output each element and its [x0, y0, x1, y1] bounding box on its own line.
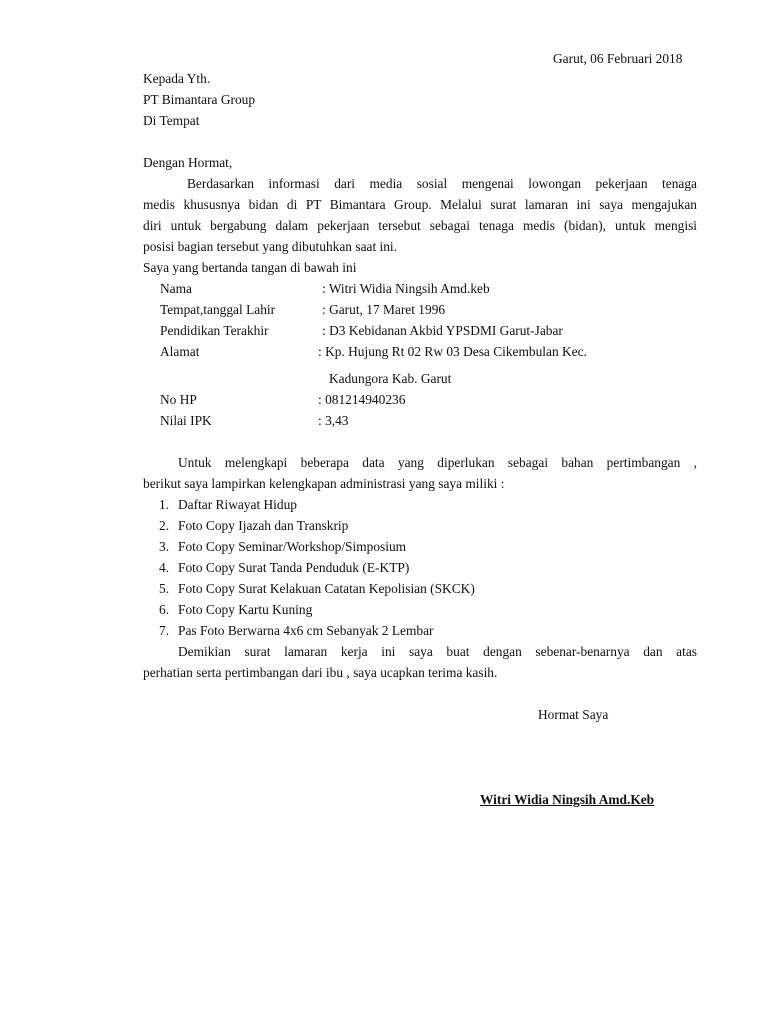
signature-name: Witri Widia Ningsih Amd.Keb: [480, 792, 655, 807]
list-item: Foto Copy Ijazah dan Transkrip: [178, 518, 349, 533]
identity-label-ipk: Nilai IPK: [160, 413, 212, 428]
list-item-number: 6.: [159, 602, 170, 617]
list-item-number: 1.: [159, 497, 170, 512]
closing-line: Demikian surat lamaran kerja ini saya buat dengan sebenar-benarnya dan atas: [178, 644, 697, 659]
identity-label-nama: Nama: [160, 281, 192, 296]
identity-value-pendidikan: : D3 Kebidanan Akbid YPSDMI Garut-Jabar: [322, 323, 563, 338]
identity-value-ipk: : 3,43: [318, 413, 349, 428]
recipient-line-1: Kepada Yth.: [143, 71, 211, 86]
recipient-company: PT Bimantara Group: [143, 92, 256, 107]
salutation: Dengan Hormat,: [143, 155, 233, 170]
attachments-intro-line: berikut saya lampirkan kelengkapan administrasi yang saya miliki :: [143, 476, 505, 491]
list-item-number: 5.: [159, 581, 170, 596]
letter-date: Garut, 06 Februari 2018: [553, 51, 683, 66]
recipient-place: Di Tempat: [143, 113, 200, 128]
intro-line: Berdasarkan informasi dari media sosial mengenai lowongan pekerjaan tenaga: [187, 176, 697, 191]
identity-label-nohp: No HP: [160, 392, 197, 407]
identity-label-pendidikan: Pendidikan Terakhir: [160, 323, 269, 338]
list-item-number: 7.: [159, 623, 170, 638]
list-item: Daftar Riwayat Hidup: [178, 497, 297, 512]
list-item: Foto Copy Seminar/Workshop/Simposium: [178, 539, 407, 554]
identity-label-alamat: Alamat: [160, 344, 200, 359]
list-item-number: 4.: [159, 560, 170, 575]
sign-off: Hormat Saya: [538, 707, 609, 722]
list-item: Foto Copy Kartu Kuning: [178, 602, 313, 617]
identity-value-ttl: : Garut, 17 Maret 1996: [322, 302, 446, 317]
identity-intro: Saya yang bertanda tangan di bawah ini: [143, 260, 357, 275]
list-item: Foto Copy Surat Tanda Penduduk (E-KTP): [178, 560, 410, 575]
identity-value-alamat: : Kp. Hujung Rt 02 Rw 03 Desa Cikembulan Kec.: [318, 344, 587, 359]
identity-value-alamat-continuation: Kadungora Kab. Garut: [329, 371, 452, 386]
closing-line: perhatian serta pertimbangan dari ibu , saya ucapkan terima kasih.: [143, 665, 498, 680]
identity-label-ttl: Tempat,tanggal Lahir: [160, 302, 276, 317]
identity-value-nama: : Witri Widia Ningsih Amd.keb: [322, 281, 490, 296]
list-item-number: 2.: [159, 518, 170, 533]
list-item: Pas Foto Berwarna 4x6 cm Sebanyak 2 Lembar: [178, 623, 434, 638]
intro-line: medis khususnya bidan di PT Bimantara Group. Melalui surat lamaran ini saya mengajukan: [143, 197, 697, 212]
list-item: Foto Copy Surat Kelakuan Catatan Kepolisian (SKCK): [178, 581, 475, 596]
attachments-intro-line: Untuk melengkapi beberapa data yang diperlukan sebagai bahan pertimbangan ,: [178, 455, 697, 470]
intro-line: posisi bagian tersebut yang dibutuhkan saat ini.: [143, 239, 398, 254]
list-item-number: 3.: [159, 539, 170, 554]
identity-value-nohp: : 081214940236: [318, 392, 406, 407]
intro-line: diri untuk bergabung dalam pekerjaan tersebut sebagai tenaga medis (bidan), untuk mengisi: [143, 218, 697, 233]
